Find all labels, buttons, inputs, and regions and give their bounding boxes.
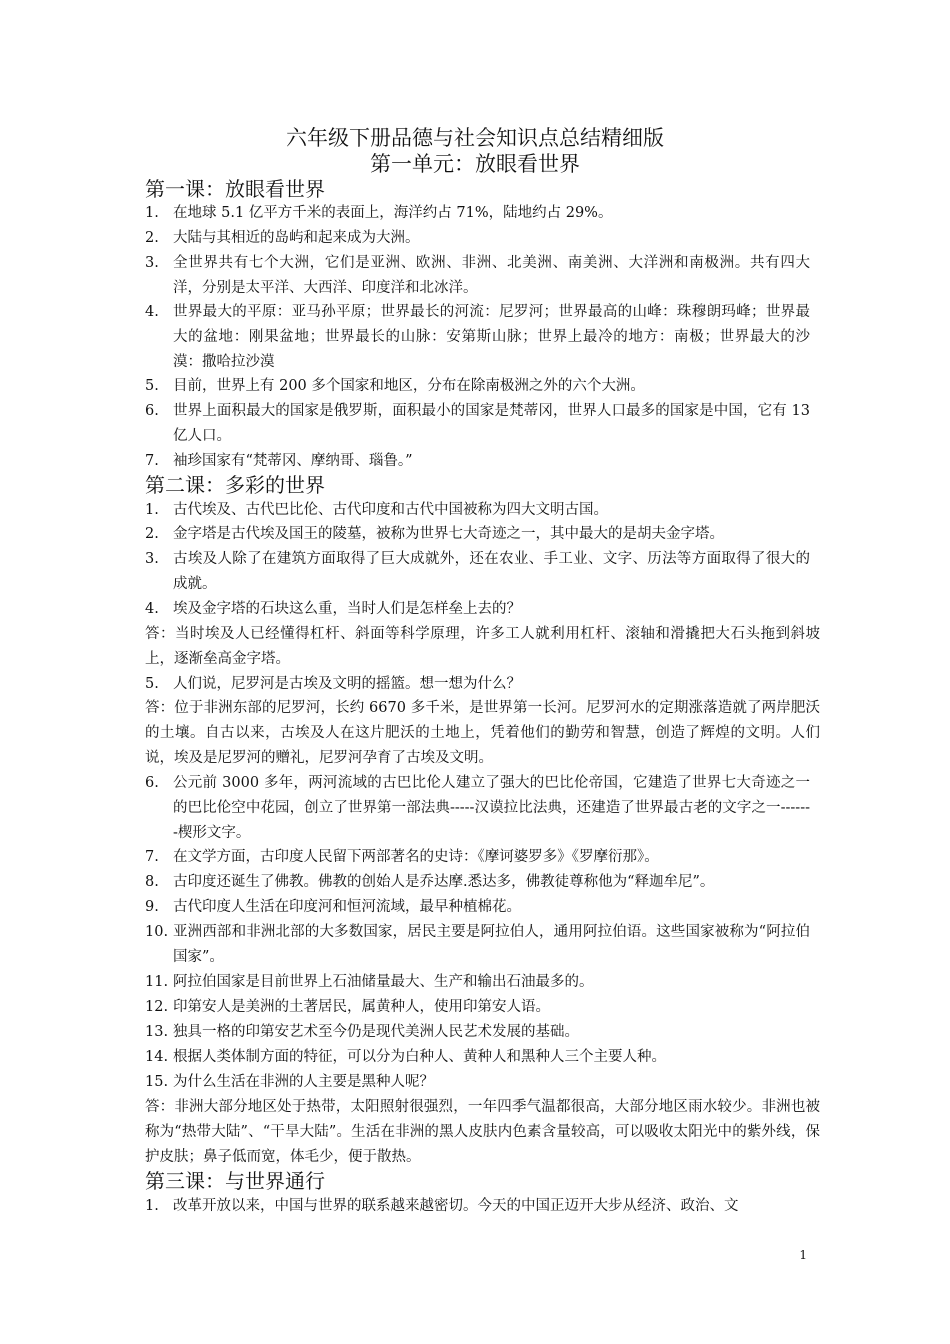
list-item: 6. 公元前 3000 多年，两河流域的古巴比伦人建立了强大的巴比伦帝国，它建造了世界七大奇迹之一的巴比伦空中花园，创立了世界第一部法典-----汉谟拉比法典，还建造了世界最古老的文字之一-------楔形文字。	[145, 775, 810, 841]
list-item: 9. 古代印度人生活在印度河和恒河流域，最早种植棉花。	[145, 899, 521, 915]
list-item: 13. 独具一格的印第安艺术至今仍是现代美洲人民艺术发展的基础。	[145, 1024, 579, 1040]
list-item: 15. 为什么生活在非洲的人主要是黑种人呢？	[145, 1074, 434, 1090]
list-item: 11. 阿拉伯国家是目前世界上石油储量最大、生产和输出石油最多的。	[145, 974, 594, 990]
lesson-heading-3: 第三课：与世界通行	[145, 1169, 325, 1193]
list-item: 14. 根据人类体制方面的特征，可以分为白种人、黄种人和黑种人三个主要人种。	[145, 1049, 666, 1065]
list-item: 12. 印第安人是美洲的土著居民，属黄种人，使用印第安人语。	[145, 999, 550, 1015]
answer-paragraph: 答：非洲大部分地区处于热带，太阳照射很强烈，一年四季气温都很高，大部分地区雨水较少。非洲也被称为“热带大陆”、“干旱大陆”。生活在非洲的黑人皮肤内色素含量较高，可以吸收太阳光中的紫外线，保护皮肤；鼻子低而宽，体毛少，便于散热。	[145, 1099, 820, 1165]
unit-title: 第一单元：放眼看世界	[370, 152, 580, 176]
list-item: 10. 亚洲西部和非洲北部的大多数国家，居民主要是阿拉伯人，通用阿拉伯语。这些国家被称为“阿拉伯国家”。	[145, 924, 810, 965]
page-number: 1	[799, 1248, 807, 1262]
answer-paragraph: 答：当时埃及人已经懂得杠杆、斜面等科学原理，许多工人就利用杠杆、滚轴和滑撬把大石头拖到斜坡上，逐渐垒高金字塔。	[145, 626, 820, 667]
list-item: 6. 世界上面积最大的国家是俄罗斯，面积最小的国家是梵蒂冈，世界人口最多的国家是中国，它有 13 亿人口。	[145, 403, 810, 444]
lesson-heading-1: 第一课：放眼看世界	[145, 177, 325, 201]
list-item: 3. 全世界共有七个大洲，它们是亚洲、欧洲、非洲、北美洲、南美洲、大洋洲和南极洲。共有四大洋，分别是太平洋、大西洋、印度洋和北冰洋。	[145, 255, 810, 296]
list-item: 5. 人们说，尼罗河是古埃及文明的摇篮。想一想为什么？	[145, 676, 521, 692]
list-item: 7. 袖珍国家有“梵蒂冈、摩纳哥、瑙鲁。”	[145, 453, 413, 469]
list-item: 2. 金字塔是古代埃及国王的陵墓，被称为世界七大奇迹之一，其中最大的是胡夫金字塔。	[145, 526, 724, 542]
list-item: 1. 在地球 5.1 亿平方千米的表面上，海洋约占 71%，陆地约占 29%。	[145, 205, 613, 221]
list-item: 3. 古埃及人除了在建筑方面取得了巨大成就外，还在农业、手工业、文字、历法等方面取得了很大的成就。	[145, 551, 810, 592]
answer-paragraph: 答：位于非洲东部的尼罗河，长约 6670 多千米，是世界第一长河。尼罗河水的定期涨落造就了两岸肥沃的土壤。自古以来，古埃及人在这片肥沃的土地上，凭着他们的勤劳和智慧，创造了辉煌的文明。人们说，埃及是尼罗河的赠礼，尼罗河孕育了古埃及文明。	[145, 700, 820, 766]
list-item: 8. 古印度还诞生了佛教。佛教的创始人是乔达摩.悉达多，佛教徒尊称他为“释迦牟尼”。	[145, 874, 715, 890]
list-item: 1. 古代埃及、古代巴比伦、古代印度和古代中国被称为四大文明古国。	[145, 502, 608, 518]
document-title: 六年级下册品德与社会知识点总结精细版	[286, 126, 664, 150]
list-item: 4. 世界最大的平原：亚马孙平原；世界最长的河流：尼罗河；世界最高的山峰：珠穆朗玛峰；世界最大的盆地：刚果盆地；世界最长的山脉：安第斯山脉；世界上最冷的地方：南极；世界最大的沙漠：撒哈拉沙漠	[145, 304, 810, 370]
list-item: 7. 在文学方面，古印度人民留下两部著名的史诗：《摩诃婆罗多》《罗摩衍那》。	[145, 849, 659, 865]
list-item: 5. 目前，世界上有 200 多个国家和地区，分布在除南极洲之外的六个大洲。	[145, 378, 645, 394]
list-item: 1. 改革开放以来，中国与世界的联系越来越密切。今天的中国正迈开大步从经济、政治、文	[145, 1198, 739, 1214]
list-item: 2. 大陆与其相近的岛屿和起来成为大洲。	[145, 230, 420, 246]
list-item: 4. 埃及金字塔的石块这么重，当时人们是怎样垒上去的？	[145, 601, 521, 617]
lesson-heading-2: 第二课：多彩的世界	[145, 473, 325, 497]
